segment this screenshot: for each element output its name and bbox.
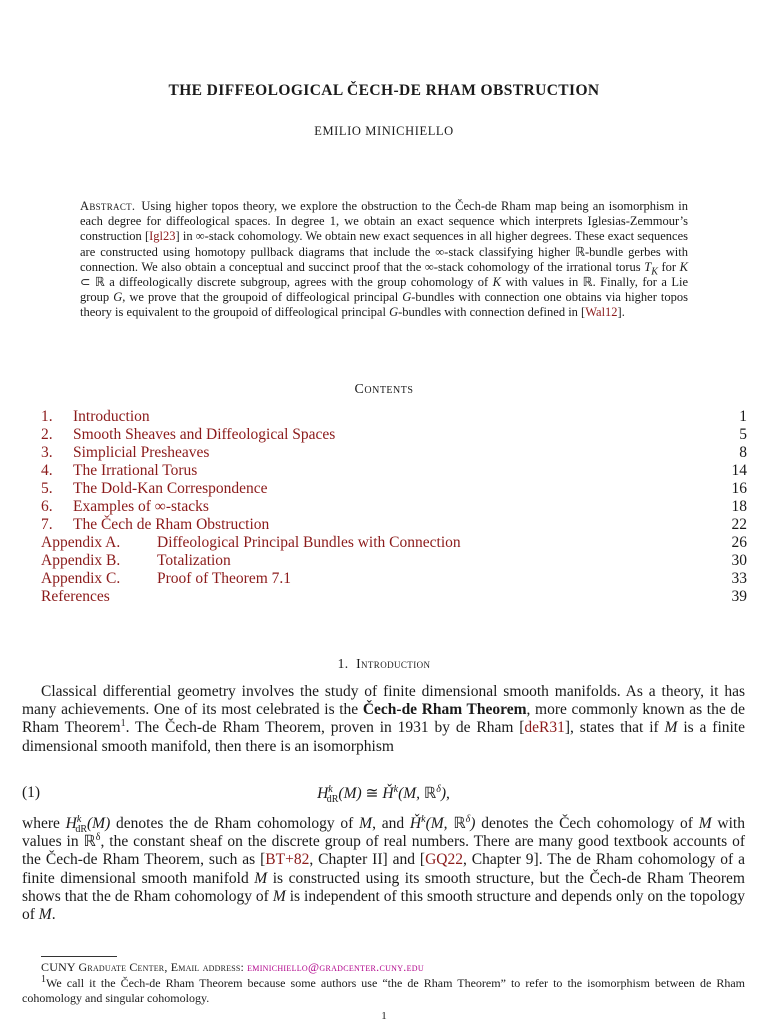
toc-entry-appendix-b[interactable] — [41, 552, 747, 570]
text-run: Classical differential geometry involves the study of finite dimensional smooth manifolds. As a theory, it has many achievements. One of its most celebrated is the — [22, 683, 745, 719]
text-run: is a finite dimensional smooth manifold, then there is an isomorphism — [22, 719, 745, 755]
footnote-rule — [41, 956, 117, 957]
citation-der31[interactable]: deR31 — [524, 719, 565, 737]
footnote-mark: 1 — [41, 974, 46, 985]
toc-label: The Čech de Rham Obstruction — [73, 516, 270, 533]
math-g: G — [389, 305, 399, 320]
equation-body: $H^k_{dR}(M)$ ≅ $Ȟ^k(M$, ℝ$^\delta$), — [317, 783, 450, 806]
toc-number: 3. — [41, 444, 53, 461]
text-run: is independent of this smooth structure and depends only on the topology of — [22, 887, 745, 924]
toc-entry-cech-de-rham[interactable] — [41, 516, 747, 534]
toc-entry-smooth-sheaves[interactable] — [41, 426, 747, 444]
toc-entry-examples-stacks[interactable] — [41, 498, 747, 516]
toc-entry-introduction[interactable] — [41, 408, 747, 426]
toc-page: 14 — [731, 462, 747, 479]
text-run: denotes the Čech cohomology of — [475, 815, 699, 832]
math-m: M — [254, 869, 268, 887]
text-run: denotes the de Rham cohomology of — [110, 815, 360, 832]
section-number: 1. — [337, 656, 349, 671]
contents-heading: Contents — [354, 382, 414, 397]
toc-label: Smooth Sheaves and Diffeological Spaces — [73, 426, 336, 443]
toc-label: Totalization — [157, 552, 231, 569]
equation-number: (1) — [22, 784, 41, 801]
toc-label: Simplicial Presheaves — [73, 444, 210, 461]
bold-term: Čech-de Rham Theorem — [362, 701, 527, 719]
text-run: , the constant sheaf on the discrete group of real numbers. There are many good textbook accounts of the Čech-de Rham Theorem, such as [ — [22, 833, 746, 869]
footnote-mark[interactable]: 1 — [120, 718, 126, 730]
footnote-1 — [22, 976, 745, 1006]
abstract-text: -bundles with connection one obtains via higher topos theory is equivalent to the groupoid of diffeological principal — [80, 290, 688, 320]
toc-number: 1. — [41, 408, 53, 425]
abstract-label: Abstract. — [80, 199, 136, 213]
toc-page: 8 — [739, 444, 747, 461]
toc-entry-appendix-a[interactable] — [41, 534, 747, 552]
math-cech: $Ȟ^k(M$, ℝ$^\delta$) — [409, 813, 476, 832]
math-g: G — [402, 290, 412, 305]
paragraph-intro — [22, 683, 745, 756]
math-subset: ⊂ ℝ — [80, 275, 105, 290]
toc-entry-appendix-c[interactable] — [41, 570, 747, 588]
toc-number: 2. — [41, 426, 53, 443]
toc-entry-dold-kan[interactable] — [41, 480, 747, 498]
math-m: M — [664, 719, 678, 737]
toc-label: Diffeological Principal Bundles with Connection — [157, 534, 461, 551]
section-heading-introduction — [0, 656, 768, 672]
text-run: , Chapter II] and [ — [309, 851, 426, 869]
abstract-text: Using higher topos theory, we explore the obstruction to the Čech-de Rham map being an isomorphism in each degree for diffeological spaces. In degree 1, we obtain an exact sequence which interprets Iglesias-Zemmour’s construction [ — [80, 199, 688, 244]
paragraph-cech — [22, 815, 745, 924]
citation-bt82[interactable]: BT+82 — [265, 851, 310, 869]
abstract-text: ]. — [617, 305, 625, 320]
abstract-text: for — [657, 259, 680, 274]
text-run: , Chapter 9]. The de Rham cohomology of a finite dimensional smooth manifold — [22, 851, 746, 887]
toc-page: 18 — [731, 498, 747, 515]
toc-page: 30 — [731, 552, 747, 569]
text-run: is constructed using its smooth structure, but the Čech-de Rham Theorem shows that the de Rham cohomology of — [22, 869, 745, 905]
toc-page: 39 — [731, 588, 747, 605]
affiliation — [41, 960, 747, 975]
toc-label: The Irrational Torus — [73, 462, 198, 479]
equation-1 — [22, 784, 745, 806]
math-m: M — [272, 887, 286, 905]
toc-page: 5 — [739, 426, 747, 443]
citation-wal12[interactable]: Wal12 — [585, 305, 618, 320]
abstract-text: with values in ℝ. Finally, for a Lie group — [80, 275, 688, 305]
toc-page: 16 — [731, 480, 747, 497]
page-number: 1 — [381, 1010, 387, 1022]
toc-number: 5. — [41, 480, 53, 497]
abstract-text: a diffeologically discrete subgroup, agrees with the group cohomology of — [104, 275, 493, 290]
text-run: . — [51, 906, 56, 924]
math-hdr: $H^k_{dR}(M)$ — [65, 813, 111, 836]
math-m: M — [698, 815, 712, 832]
citation-gq22[interactable]: GQ22 — [425, 851, 463, 869]
paper-title: THE DIFFEOLOGICAL ČECH-DE RHAM OBSTRUCTION — [168, 82, 600, 99]
toc-label: Examples of ∞-stacks — [73, 498, 209, 515]
text-run: ], states that if — [564, 719, 665, 737]
author-email-link[interactable]: eminichiello@gradcenter.cuny.edu — [247, 960, 424, 974]
text-run: where — [22, 815, 66, 832]
table-of-contents — [41, 408, 747, 606]
toc-page: 26 — [731, 534, 747, 551]
toc-page: 22 — [731, 516, 747, 533]
toc-label: References — [41, 588, 110, 605]
citation-igl23[interactable]: Igl23 — [149, 229, 176, 244]
toc-number: Appendix A. — [41, 534, 121, 551]
math-g: G — [113, 290, 123, 305]
math-k: K — [492, 275, 501, 290]
toc-page: 1 — [739, 408, 747, 425]
footnote-text: We call it the Čech-de Rham Theorem because some authors use “the de Rham Theorem” to refer to the isomorphism between de Rham cohomology and singular cohomology. — [22, 976, 745, 1005]
toc-number: Appendix B. — [41, 552, 121, 569]
text-run: , more commonly known as the de Rham Theorem — [22, 701, 745, 737]
math-torus: T — [644, 259, 652, 274]
toc-number: 4. — [41, 462, 53, 479]
abstract-text: -bundles with connection defined in [ — [398, 305, 586, 320]
text-run: with values in — [22, 815, 745, 851]
toc-number: 7. — [41, 516, 53, 533]
toc-number: 6. — [41, 498, 53, 515]
paper-author: EMILIO MINICHIELLO — [314, 124, 454, 138]
abstract-text: , we prove that the groupoid of diffeological principal — [122, 290, 403, 305]
toc-label: Introduction — [73, 408, 150, 425]
toc-label: The Dold-Kan Correspondence — [73, 480, 268, 497]
abstract-text: ] in ∞-stack cohomology. We obtain new exact sequences in all higher degrees. These exact sequences are constructed using homotopy pullback diagrams that include the ∞-stack classifying higher ℝ-bundle gerbes with connection. We also obtain a conceptual and succinct proof that the ∞-stack cohomology of the irrational torus — [80, 229, 688, 274]
toc-entry-simplicial-presheaves[interactable] — [41, 444, 747, 462]
affiliation-label: CUNY Graduate Center, Email address: — [41, 960, 245, 974]
toc-label: Proof of Theorem 7.1 — [157, 570, 292, 587]
toc-page: 33 — [731, 570, 747, 587]
toc-entry-irrational-torus[interactable] — [41, 462, 747, 480]
toc-number: Appendix C. — [41, 570, 121, 587]
math-rdelta: ℝ$^\delta$ — [83, 832, 101, 851]
math-m: M — [38, 906, 52, 924]
toc-entry-references[interactable] — [41, 588, 747, 606]
section-title: Introduction — [356, 656, 431, 671]
math-torus-sub: K — [651, 266, 658, 278]
text-run: , and — [372, 815, 410, 832]
abstract — [80, 199, 688, 321]
math-m: M — [359, 815, 373, 832]
math-k: K — [679, 259, 688, 274]
text-run: . The Čech-de Rham Theorem, proven in 1931 by de Rham [ — [125, 719, 525, 737]
